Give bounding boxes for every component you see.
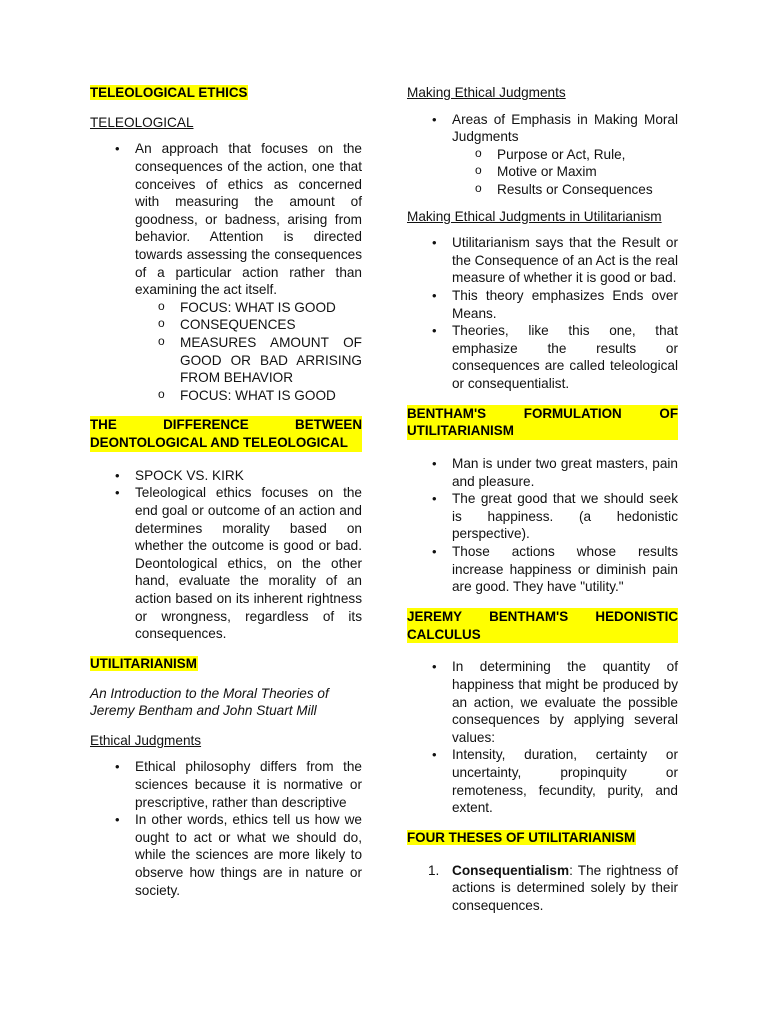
subheading-ethical-judgments: Ethical Judgments [90, 732, 202, 748]
list-item [407, 111, 678, 199]
heading-four-theses: FOUR THESES OF UTILITARIANISM [407, 829, 636, 845]
making-list [407, 111, 678, 199]
list-item [90, 140, 362, 404]
list-item-text: Areas of Emphasis in Making Moral Judgments [452, 111, 678, 145]
list-item: • The great good that we should seek is happiness. (a hedonistic perspective). [407, 490, 678, 543]
list-item: • Theories, like this one, that emphasize the results or consequences are called teleological or consequentialist. [407, 322, 678, 392]
thesis-term: Consequentialism [452, 862, 570, 878]
item-number: 1. [428, 862, 440, 878]
util-list [407, 234, 678, 392]
intro-italic-text: An Introduction to the Moral Theories of Jeremy Bentham and John Stuart Mill [90, 685, 329, 719]
sublist-item: o Results or Consequences [452, 181, 678, 199]
sublist-item: o Purpose or Act, Rule, [452, 146, 678, 164]
list-item: • Man is under two great masters, pain and pleasure. [407, 455, 678, 490]
sublist-item: o FOCUS: WHAT IS GOOD [135, 387, 362, 405]
sublist-item: o CONSEQUENCES [135, 316, 362, 334]
thesis-text: : The rightness of actions is determined solely by their consequences. [452, 862, 678, 913]
list-item: • Intensity, duration, certainty or uncertainty, propinquity or remoteness, fecundity, purity, and extent. [407, 746, 678, 816]
list-item: • In determining the quantity of happiness that might be produced by an action, we evaluate the possible consequences by applying several values: [407, 658, 678, 746]
ethical-list [90, 758, 362, 899]
hedonistic-list [407, 658, 678, 816]
subheading-teleological: TELEOLOGICAL [90, 114, 194, 130]
bentham-list [407, 455, 678, 596]
heading-difference: THE DIFFERENCE BETWEEN DEONTOLOGICAL AND TELEOLOGICAL [90, 417, 362, 451]
list-item-text: An approach that focuses on the consequences of the action, one that conceives of ethics as concerned with measuring the amount of goodness, or badness, arising from behavior. Attention is directed towards assessing the consequences of a particular action rather than examining the act itself. [135, 141, 362, 298]
heading-bentham-formulation: BENTHAM'S FORMULATION OF UTILITARIANISM [407, 405, 678, 439]
list-item: • Ethical philosophy differs from the sciences because it is normative or prescriptive, rather than descriptive [90, 758, 362, 811]
list-item: • Teleological ethics focuses on the end goal or outcome of an action and determines morality based on whether the outcome is good or bad. Deontological ethics, on the other hand, evaluate the morality of an action based on its inherent rightness or wrongness, regardless of its consequences. [90, 484, 362, 642]
subheading-making-util: Making Ethical Judgments in Utilitarianism [407, 208, 662, 224]
subheading-making-judgments: Making Ethical Judgments [407, 85, 566, 100]
teleological-list [90, 140, 362, 404]
list-item: • Those actions whose results increase happiness or diminish pain are good. They have "utility." [407, 543, 678, 596]
sublist-item: o MEASURES AMOUNT OF GOOD OR BAD ARRISING FROM BEHAVIOR [135, 334, 362, 387]
right-column [407, 84, 678, 914]
sublist-item: o Motive or Maxim [452, 163, 678, 181]
list-item: • In other words, ethics tell us how we ought to act or what we should do, while the sciences are more likely to observe how things are in nature or society. [90, 811, 362, 899]
list-item: • This theory emphasizes Ends over Means. [407, 287, 678, 322]
making-sublist [452, 146, 678, 199]
teleological-sublist [135, 299, 362, 405]
numbered-item [407, 862, 678, 915]
theses-list [407, 862, 678, 915]
difference-list [90, 467, 362, 643]
heading-utilitarianism: UTILITARIANISM [90, 655, 197, 671]
list-item: • Utilitarianism says that the Result or the Consequence of an Act is the real measure of whether it is good or bad. [407, 234, 678, 287]
sublist-item: o FOCUS: WHAT IS GOOD [135, 299, 362, 317]
heading-teleological-ethics: TELEOLOGICAL ETHICS [90, 85, 248, 100]
heading-hedonistic-calculus: JEREMY BENTHAM'S HEDONISTIC CALCULUS [407, 608, 678, 642]
list-item: • SPOCK VS. KIRK [90, 467, 362, 485]
left-column [90, 84, 362, 899]
